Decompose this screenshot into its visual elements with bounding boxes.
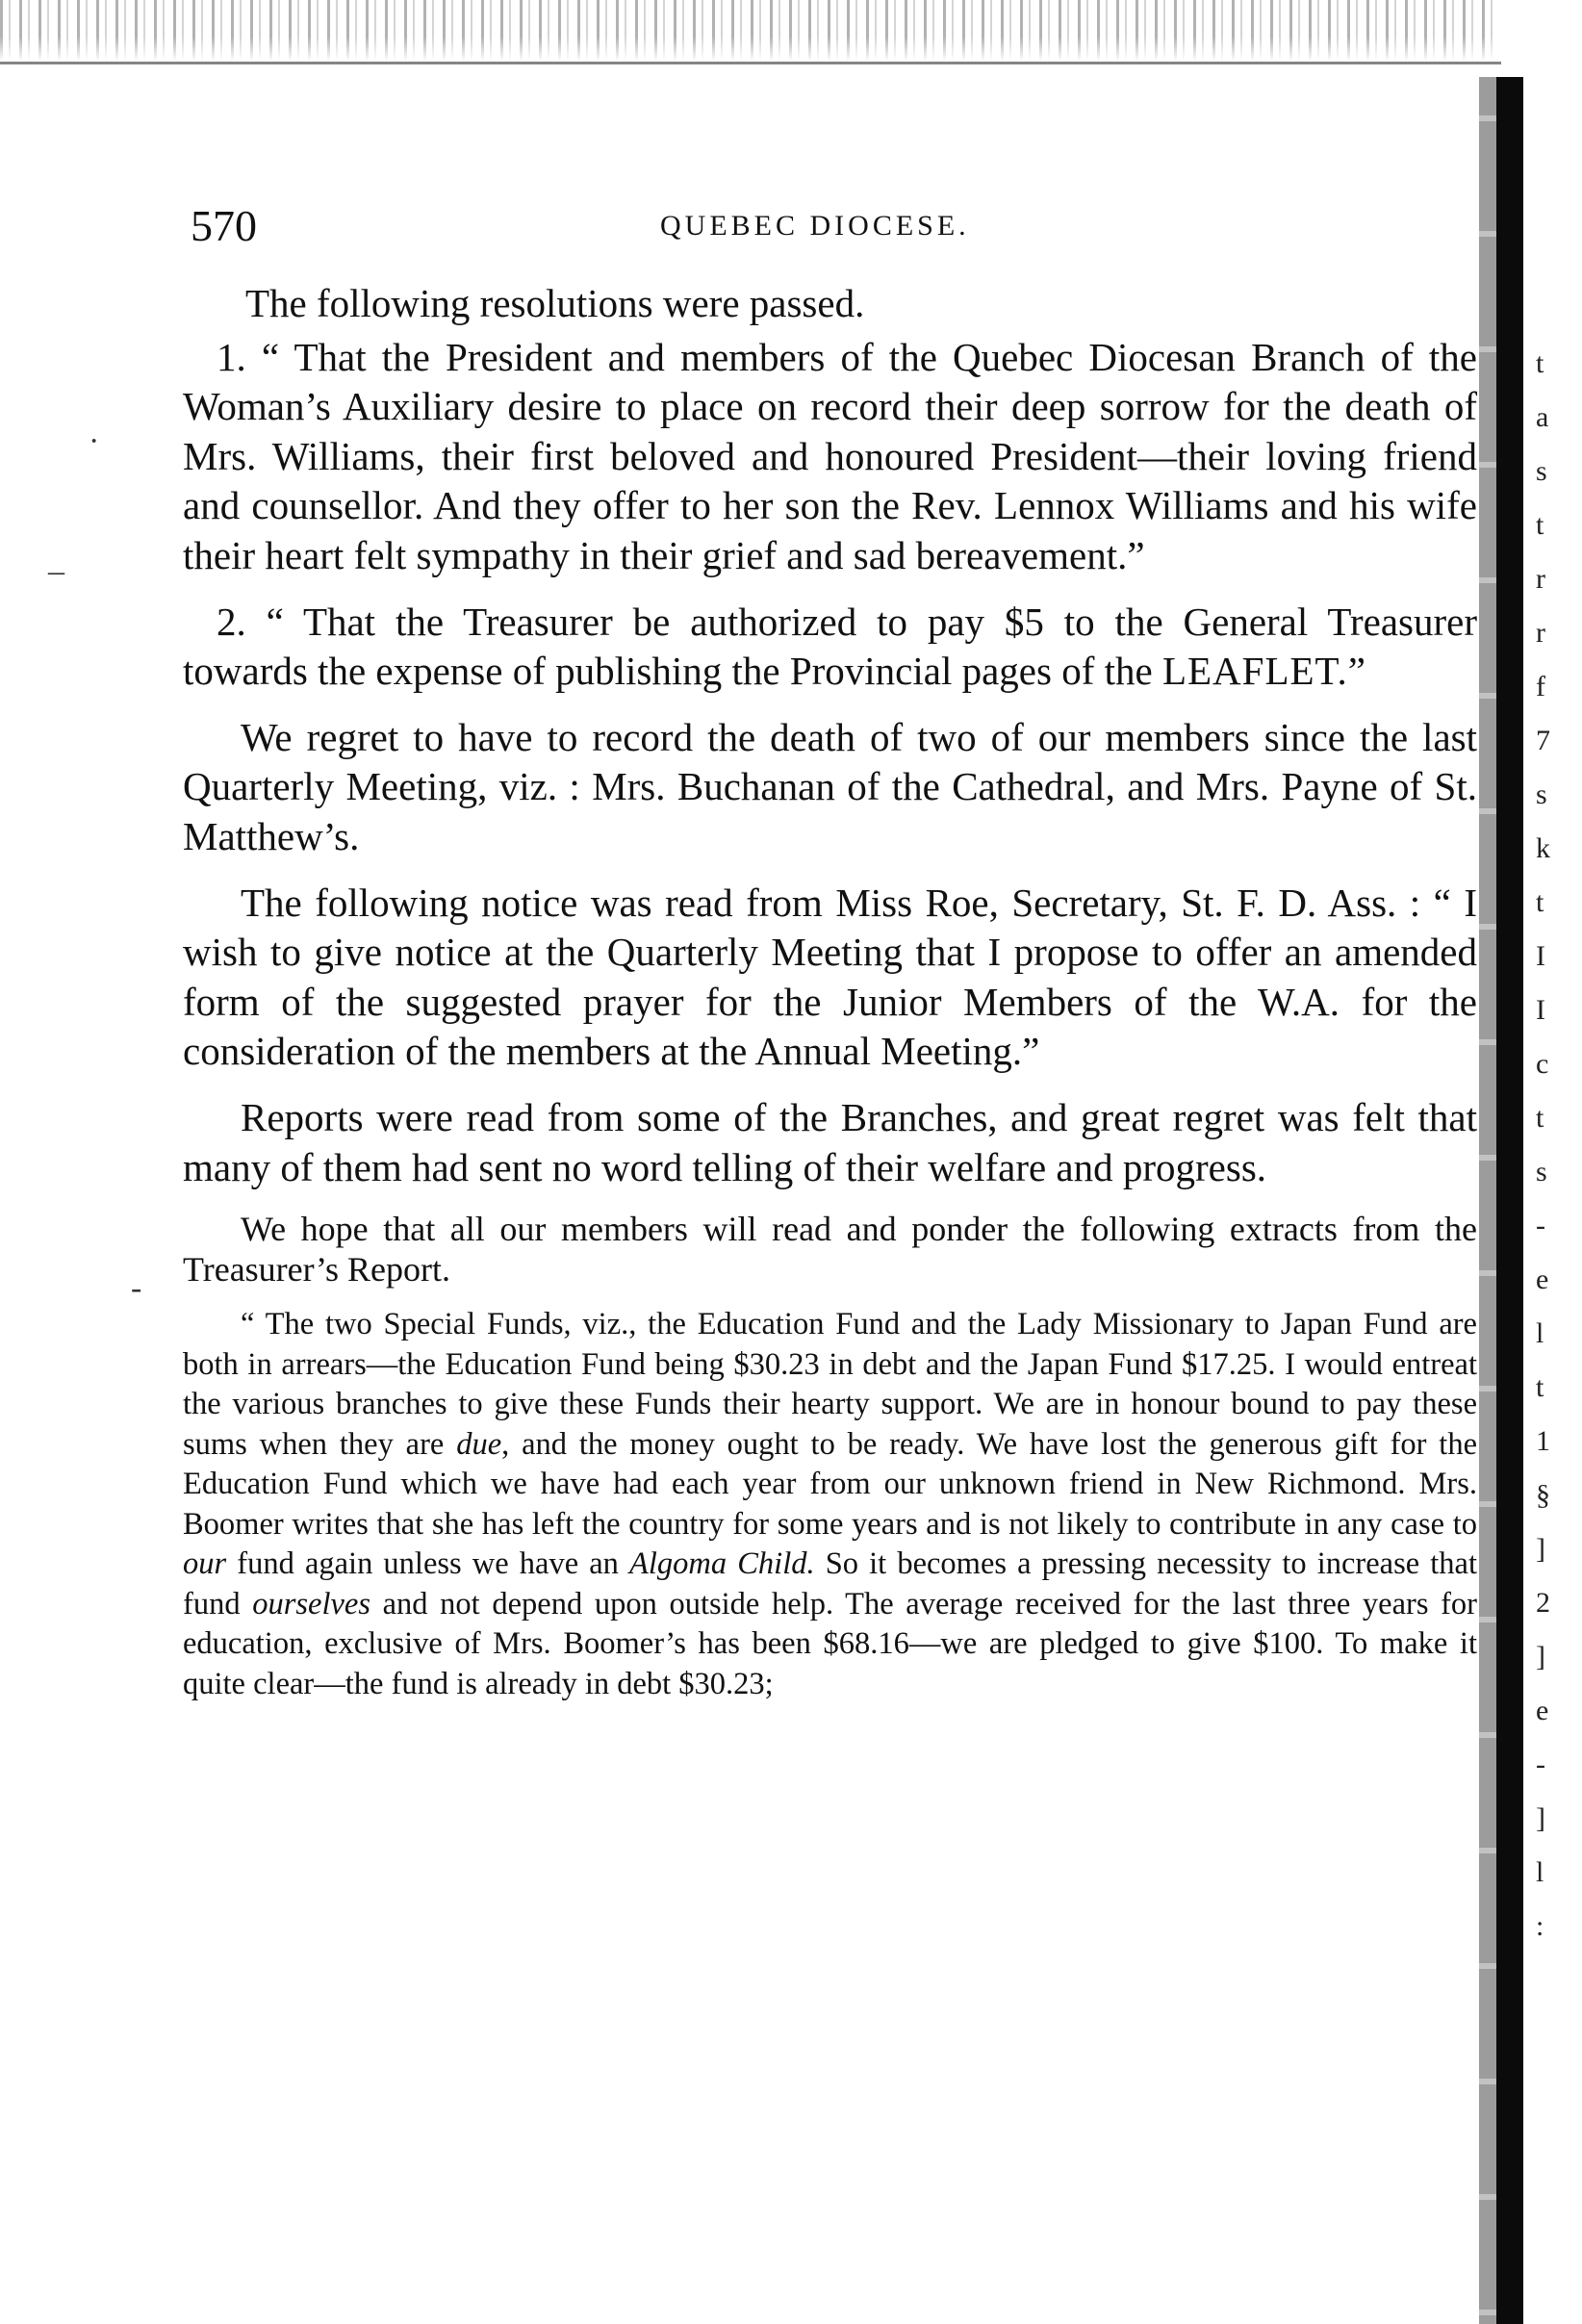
margin-letter: e	[1536, 1264, 1549, 1295]
margin-letter: t	[1536, 1371, 1544, 1403]
running-header	[191, 200, 1480, 254]
deaths-paragraph: We regret to have to record the death of two of our members since the last Quarterly Meeting, viz. : Mrs. Buchanan of the Cathedral, and Mrs. Payne of St. Matthew’s.	[183, 714, 1477, 858]
extract-part-d: So it becomes a pressing necessity to increase that fund	[183, 1546, 1477, 1622]
resolution-1: 1. “ That the President and members of the Quebec Diocesan Branch of the Woman’s Auxiliary desire to place on record their deep sorrow for the death of Mrs. Williams, their first beloved and honoured President—their loving friend and counsellor. And they offer to her son the Rev. Lennox Williams and his wife their heart felt sympathy in their grief and sad bereavement.”	[183, 334, 1477, 577]
extract-ourselves: ourselves	[252, 1586, 370, 1622]
margin-letter: t	[1536, 347, 1544, 379]
leaflet-title: LEAFLET.	[1161, 649, 1348, 694]
scan-speck: –	[48, 553, 64, 589]
scan-speck: ·	[89, 423, 100, 459]
extract-part-e: and not depend upon outside help. The average received for the last three years for education, exclusive of Mrs. Boomer’s has been $68.16—we are pledged to give $100. To make it quite clear—the fund is already in debt $30.23;	[183, 1586, 1477, 1701]
extract-part-c: fund again unless we have an	[237, 1546, 619, 1582]
margin-letter: r	[1536, 617, 1545, 649]
margin-letter: k	[1536, 832, 1550, 864]
margin-letter: 7	[1536, 725, 1550, 756]
margin-letter: I	[1536, 994, 1545, 1026]
margin-letter: 1	[1536, 1425, 1550, 1457]
margin-letter: t	[1536, 1102, 1544, 1134]
margin-letter: s	[1536, 1156, 1547, 1188]
margin-letter: s	[1536, 779, 1547, 810]
margin-letter: s	[1536, 455, 1547, 487]
margin-letter: f	[1536, 671, 1545, 702]
margin-letter: I	[1536, 940, 1545, 972]
margin-letter: ]	[1536, 1533, 1545, 1565]
margin-letter: l	[1536, 1856, 1544, 1888]
margin-letter: a	[1536, 401, 1549, 433]
reports-paragraph: Reports were read from some of the Branches, and great regret was felt that many of them had sent no word telling of their welfare and progress.	[183, 1094, 1477, 1189]
binding-shadow	[1496, 77, 1523, 2324]
treasurer-intro: We hope that all our members will read and ponder the following extracts from the Treasurer’s Report.	[183, 1210, 1477, 1290]
scan-top-rule	[0, 62, 1501, 64]
adjacent-page-edge	[1536, 337, 1578, 1942]
margin-letter: t	[1536, 886, 1544, 918]
resolution-2	[183, 598, 1477, 697]
notice-paragraph: The following notice was read from Miss Roe, Secretary, St. F. D. Ass. : “ I wish to give notice at the Quarterly Meeting that I propose to offer an amended form of the suggested prayer for the Junior Members of the W.A. for the consideration of the members at the Annual Meeting.”	[183, 880, 1477, 1074]
margin-letter: §	[1536, 1479, 1550, 1511]
resolution-2-text: 2. “ That the Treasurer be authorized to pay $5 to the General Treasurer towards the expense of publishing the Provincial pages of the	[183, 599, 1477, 694]
margin-letter: t	[1536, 509, 1544, 541]
page-number: 570	[191, 201, 257, 250]
extract-due: due	[456, 1426, 502, 1462]
extract-part-b: , and the money ought to be ready. We have lost the generous gift for the Education Fund which we have had each year from our unknown friend in New Richmond. Mrs. Boomer writes that she has left the country for some years and is not likely to contribute in any case to	[183, 1426, 1478, 1542]
margin-letter: c	[1536, 1048, 1549, 1080]
intro-paragraph: The following resolutions were passed.	[245, 281, 865, 325]
margin-letter: l	[1536, 1317, 1544, 1349]
scan-speck: -	[131, 1270, 142, 1306]
margin-letter: ]	[1536, 1641, 1545, 1673]
treasurer-extract	[183, 1305, 1477, 1704]
extract-algoma-child: Algoma Child.	[629, 1546, 815, 1582]
resolution-2-close: ”	[1347, 649, 1365, 694]
margin-letter: e	[1536, 1695, 1549, 1726]
extract-part-a: “ The two Special Funds, viz., the Education Fund and the Lady Missionary to Japan Fund are both in arrears—the Education Fund being $30.23 in debt and the Japan Fund $17.25. I would entreat the various branches to give these Funds their hearty support. We are in honour bound to pay these sums when they are	[183, 1307, 1477, 1462]
margin-letter: ]	[1536, 1802, 1545, 1834]
section-title: QUEBEC DIOCESE.	[660, 210, 970, 242]
margin-letter: 2	[1536, 1587, 1550, 1619]
extract-our: our	[183, 1546, 227, 1582]
margin-letter: :	[1536, 1910, 1544, 1942]
scan-noise-top	[0, 0, 1501, 62]
margin-letter: r	[1536, 563, 1545, 595]
margin-letter: -	[1536, 1749, 1545, 1780]
margin-letter: -	[1536, 1210, 1545, 1241]
page-body	[183, 279, 1477, 1704]
